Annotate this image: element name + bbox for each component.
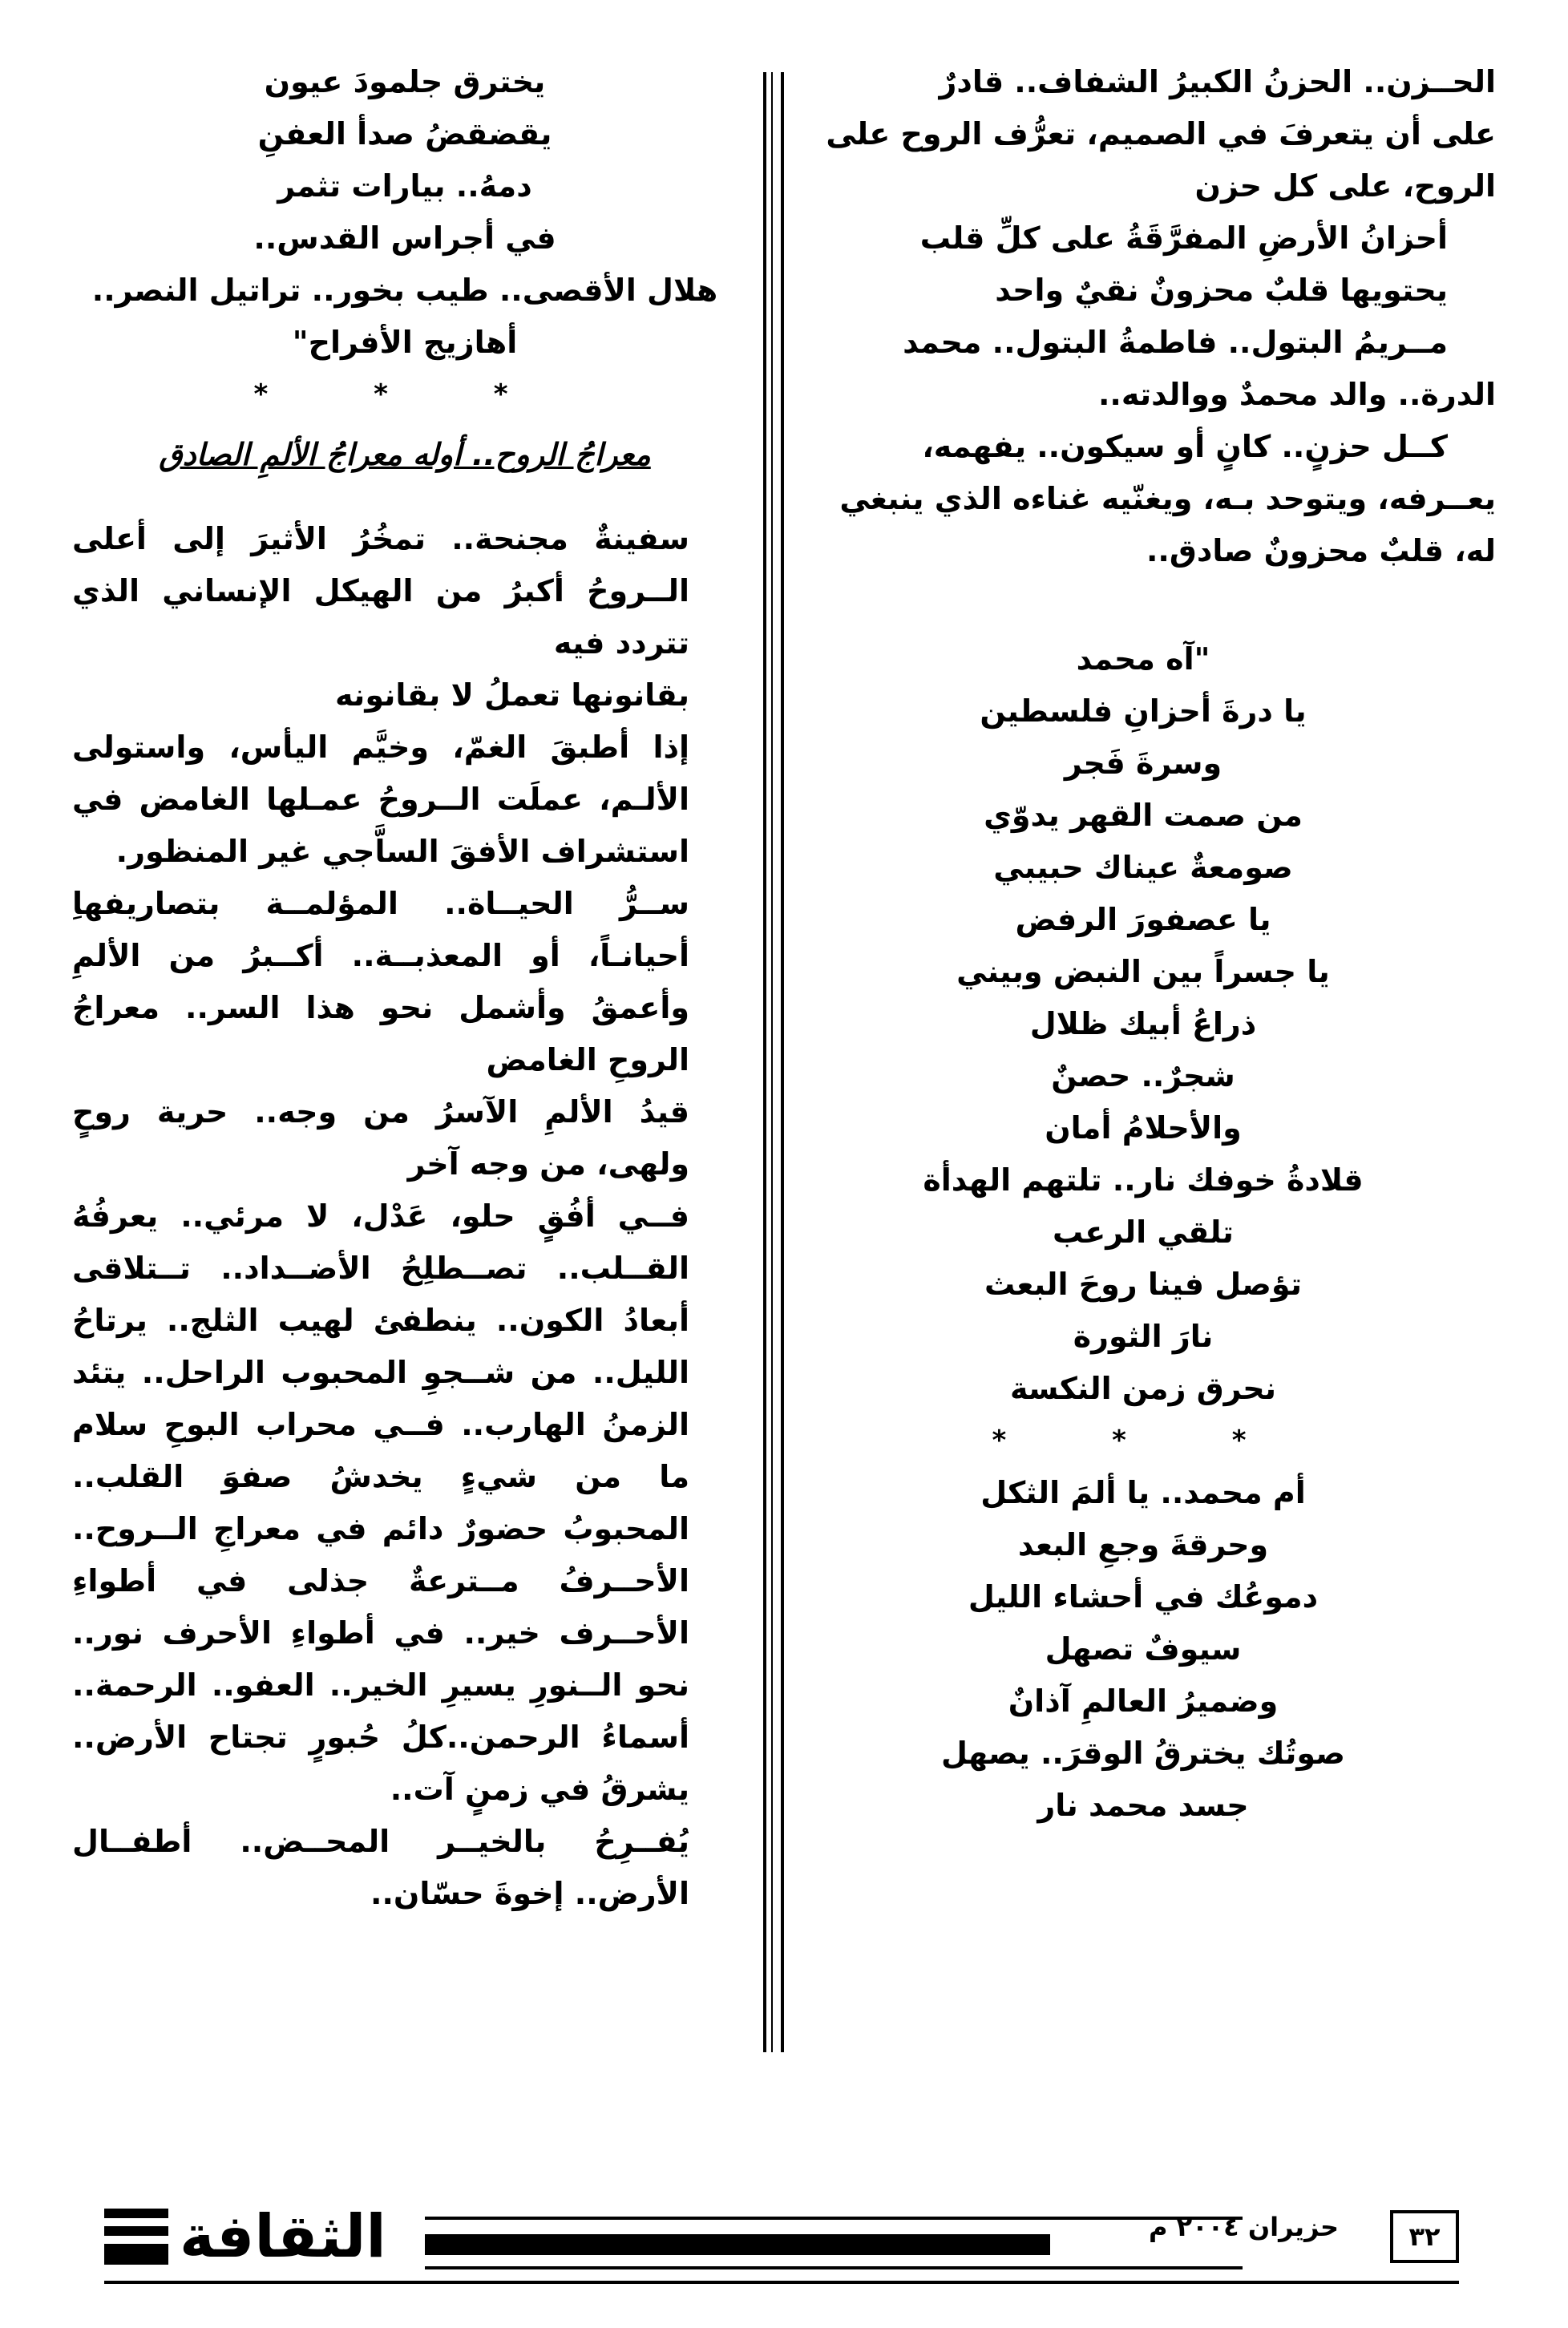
poem-line: نحرق زمن النكسة (1010, 1371, 1276, 1406)
section-heading: معراجُ الروح.. أوله معراجُ الألمِ الصادق (159, 437, 651, 472)
poem-block-2 (790, 1467, 1496, 1832)
poem-line: من صمت القهر يدوّي (984, 798, 1303, 833)
text-line: أحزانُ الأرضِ المفرَّقَةُ على كلِّ قلب (919, 220, 1448, 256)
paragraph: إذا أطبقَ الغمّ، وخيَّم اليأس، واستولى الألـم، عملَت الــروحُ عمـلها الغامض في استشراف الأفقَ الساَّجي غير المنظور. (72, 730, 689, 869)
poem-line: جسد محمد نار (1037, 1788, 1249, 1823)
poem-line: ذراعُ أبيك ظلال (1029, 1006, 1257, 1041)
poem-line: نارَ الثورة (1073, 1319, 1214, 1354)
right-column (790, 56, 1496, 1832)
poem-block-1 (790, 633, 1496, 1415)
poem-line: تؤصل فينا روحَ البعث (984, 1267, 1302, 1302)
poem-line: وحرقةَ وجعِ البعد (1017, 1527, 1269, 1562)
masthead-title: الثقافة (180, 2202, 386, 2271)
footer-rules (425, 2217, 1243, 2265)
poem-line: يا درةَ أحزانِ فلسطين (980, 693, 1307, 729)
text-line: الروح، على كل حزن (1194, 168, 1496, 204)
poem-line: أهازيج الأفراح" (292, 325, 518, 360)
prose-block-1 (790, 56, 1496, 421)
poem-line: تلقي الرعب (1053, 1215, 1234, 1250)
poem-block-3 (72, 56, 738, 369)
text-line: الحــزن.. الحزنُ الكبيرُ الشفاف.. قادرٌ (939, 64, 1496, 99)
poem-line: "آه محمد (1076, 641, 1210, 677)
poem-line: أم محمد.. يا ألمَ الثكل (980, 1475, 1306, 1510)
masthead-logo (104, 2201, 386, 2273)
poem-line: دمهُ.. بيارات تثمر (277, 168, 532, 204)
poem-line: سيوفٌ تصهل (1045, 1631, 1242, 1667)
poem-line: صوتُك يخترقُ الوقرَ.. يصهل (941, 1736, 1345, 1771)
poem-line: يخترق جلمودَ عيون (264, 64, 546, 99)
text-line: الدرة.. والد محمدٌ ووالدته.. (1098, 377, 1496, 412)
text-line: يحتويها قلبٌ محزونٌ نقيٌ واحد (995, 273, 1448, 308)
issue-date: حزيران ٢٠٠٤ م (1148, 2212, 1339, 2242)
section-separator-stars: * * * (253, 378, 556, 410)
text-line: كــل حزنٍ.. كانٍ أو سيكون.. يفهمه، (922, 429, 1448, 464)
text-line: على أن يتعرفَ في الصميم، تعرُّف الروح على (826, 116, 1496, 152)
poem-line: وسرةَ فَجر (1064, 746, 1222, 781)
poem-line: يا عصفورَ الرفض (1015, 902, 1271, 937)
column-divider (763, 72, 784, 2052)
page-footer (104, 2201, 1459, 2289)
paragraph: قيدُ الألمِ الآسرُ من وجه.. حرية روحٍ ولهى، من وجه آخر (72, 1094, 689, 1182)
poem-line: دموعُك في أحشاء الليل (968, 1579, 1319, 1615)
paragraph: سفينةٌ مجنحة.. تمخُرُ الأثيرَ إلى أعلى الــروحُ أكبرُ من الهيكل الإنساني الذي تتردد فيه (72, 521, 689, 661)
section-separator-stars: * * * (992, 1425, 1295, 1457)
text-line: يعــرفه، ويتوحد بـه، ويغنّيه غناءه الذي ينبغي (839, 481, 1496, 516)
poem-line: يا جسراً بين النبض وبيني (956, 954, 1330, 989)
masthead-bars (104, 2209, 168, 2265)
paragraph: بقانونها تعملُ لا بقانونه (335, 677, 689, 713)
poem-line: قلادةُ خوفك نار.. تلتهم الهدأة (923, 1162, 1364, 1198)
paragraph: فــي أفُقٍ حلو، عَدْل، لا مرئي.. يعرفُهُ القــلب.. تصــطلِحُ الأضــداد.. تــتلاقى أبعادُ الكون.. ينطفئ لهيب الثلج.. يرتاحُ الليل.. من شــجوِ المحبوب الراحل.. يتئد الزمنُ الهارب.. فــي محراب البوحِ سلام ما من شيءٍ يخدشُ صفوَ القلب.. المحبوبُ حضورٌ دائم في معراجِ الــروح.. الأحــرفُ مــترعةٌ جذلى في أطواءِ الأحــرف خير.. في أطواءِ الأحرف نور.. نحو الــنورِ يسيرِ الخير.. العفو.. الرحمة.. أسماءُ الرحمن..كلُ حُبورٍ تجتاح الأرض.. يشرقُ في زمنٍ آت.. (72, 1198, 689, 1807)
poem-line: يقضقضُ صدأ العفنِ (257, 116, 552, 152)
poem-line: هلال الأقصى.. طيب بخور.. تراتيل النصر.. (91, 273, 718, 308)
poem-line: في أجراس القدس.. (253, 220, 556, 256)
poem-line: وضميرُ العالمِ آذانٌ (1008, 1683, 1279, 1719)
bottom-rule (104, 2281, 1459, 2284)
poem-line: شجرٌ.. حصنٌ (1051, 1058, 1235, 1093)
paragraph: ســرُّ الحيــاة.. المؤلمــة بتصاريفهاِ أحيانـاً، أو المعذبــة.. أكــبرُ من الألمِ وأعمقُ وأشمل نحو هذا السر.. معراجُ الروحِ الغامض (72, 886, 689, 1077)
poem-line: والأحلامُ أمان (1045, 1110, 1242, 1146)
page-number: ٣٢ (1390, 2210, 1459, 2263)
paragraph: يُفــرِحُ بالخيــر المحــض.. أطفــال الأرض.. إخوةَ حسّان.. (72, 1824, 689, 1911)
poem-line: صومعةٌ عيناك حبيبي (993, 850, 1293, 885)
prose-block-2 (790, 421, 1496, 577)
left-column (72, 56, 738, 1920)
text-line: له، قلبٌ محزونٌ صادق.. (1146, 533, 1496, 568)
text-line: مــريمُ البتول.. فاطمةُ البتول.. محمد (903, 325, 1448, 360)
